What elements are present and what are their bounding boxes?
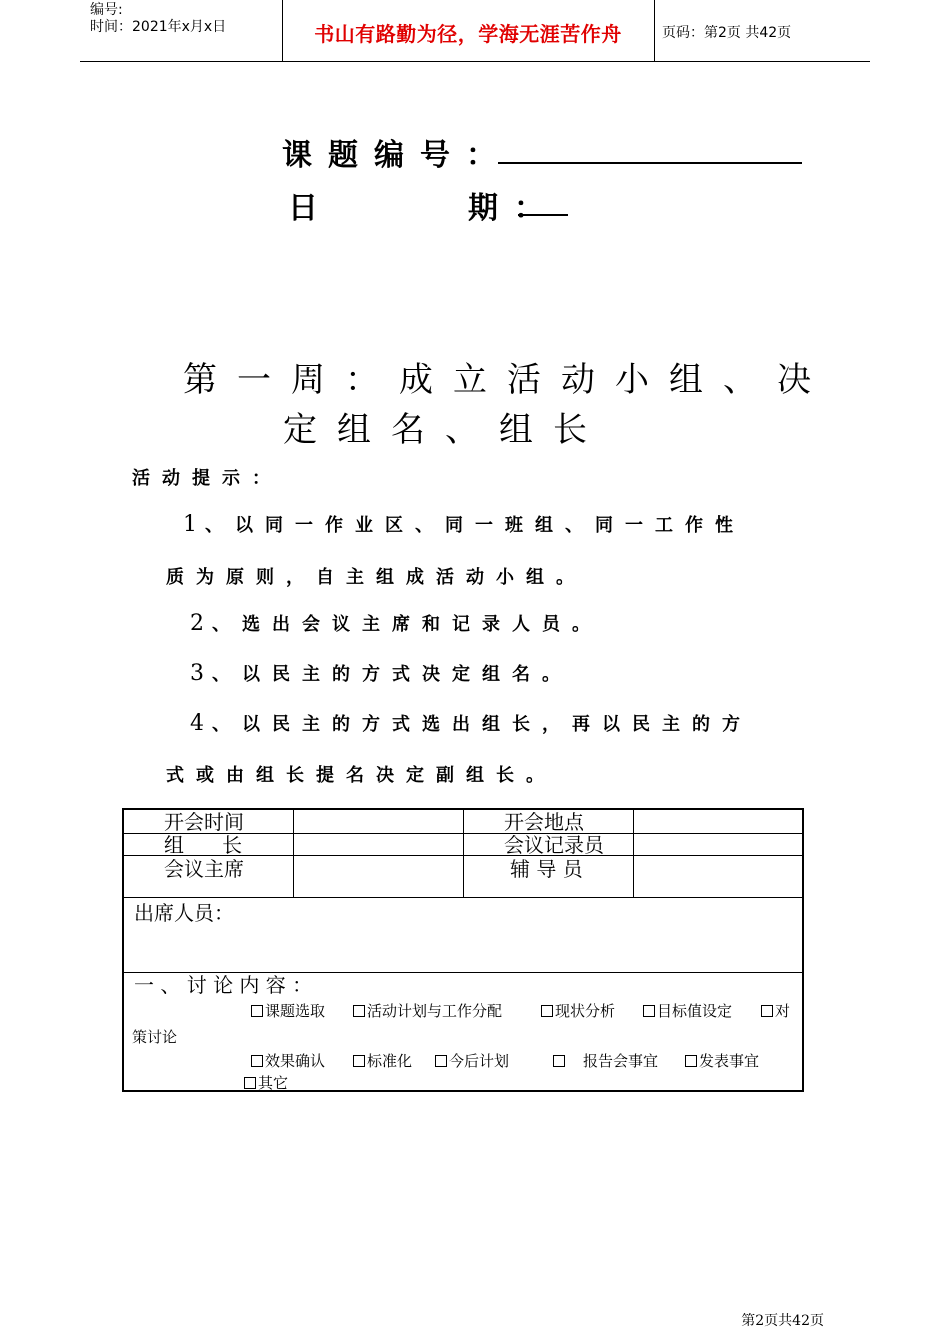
page-info: 页码：第2页 共42页 <box>662 25 792 41</box>
header-motto-cell <box>282 0 655 61</box>
option-publish[interactable]: 发表事宜 <box>685 1052 759 1070</box>
discussion-label: 一 、 讨 论 内 容 ： <box>134 973 313 997</box>
hint-1-number: 1 <box>183 512 205 537</box>
time-label: 时间：2021年x月x日 <box>90 19 227 35</box>
hint-4-number: 4 <box>190 711 212 736</box>
serial-label: 编号: <box>90 2 123 18</box>
other-underline <box>301 1090 509 1091</box>
option-report-meeting[interactable]: 报告会事宜 <box>553 1052 658 1070</box>
week-heading-line1: 第一周：成立活动小组、决 <box>183 360 831 400</box>
header-page-cell <box>654 0 870 61</box>
advisor-label: 辅 导 员 <box>510 857 583 881</box>
checkbox[interactable] <box>761 1005 773 1017</box>
checkbox[interactable] <box>553 1055 565 1067</box>
col-divider <box>633 810 634 897</box>
option-other[interactable]: 其它 <box>244 1074 288 1092</box>
date-underline <box>518 214 568 216</box>
option-activity-plan[interactable]: 活动计划与工作分配 <box>353 1002 502 1020</box>
hint-2-text: 、选出会议主席和记录人员。 <box>212 614 602 635</box>
option-topic-selection[interactable]: 课题选取 <box>251 1002 325 1020</box>
checkbox[interactable] <box>685 1055 697 1067</box>
option-standardize[interactable]: 标准化 <box>353 1052 412 1070</box>
page-header <box>80 0 870 62</box>
checkbox[interactable] <box>244 1077 256 1089</box>
meeting-form-table <box>122 808 804 1092</box>
checkbox[interactable] <box>435 1055 447 1067</box>
page-footer: 第2页共42页 <box>741 1313 824 1329</box>
hints-label: 活动提示： <box>132 468 282 489</box>
col-divider <box>463 810 464 897</box>
option-countermeasure-wrap: 策讨论 <box>132 1028 178 1046</box>
hint-2-number: 2 <box>190 611 212 636</box>
motto: 书山有路勤为径，学海无涯苦作舟 <box>314 22 622 46</box>
hint-3-line1 <box>190 660 572 686</box>
hint-4-line1 <box>190 710 752 736</box>
date-label-1: 日 <box>288 191 334 226</box>
recorder-label: 会议记录员 <box>504 833 604 857</box>
hint-1-line1 <box>183 511 745 537</box>
hint-1-text: 、以同一作业区、同一班组、同一工作性 <box>205 515 745 536</box>
group-leader-label: 组 长 <box>164 833 243 857</box>
option-future-plan[interactable]: 今后计划 <box>435 1052 509 1070</box>
hint-1-line2: 质为原则，自主组成活动小组。 <box>166 567 586 588</box>
date-label-2: 期： <box>468 191 560 226</box>
project-no-underline <box>498 162 802 164</box>
checkbox[interactable] <box>251 1055 263 1067</box>
attendees-label: 出席人员： <box>134 901 234 925</box>
checkbox[interactable] <box>251 1005 263 1017</box>
checkbox[interactable] <box>643 1005 655 1017</box>
option-countermeasure[interactable]: 对 <box>761 1002 790 1020</box>
checkbox[interactable] <box>541 1005 553 1017</box>
header-meta <box>80 0 283 61</box>
chair-label: 会议主席 <box>164 857 244 881</box>
hint-2-line1 <box>190 610 602 636</box>
option-status-analysis[interactable]: 现状分析 <box>541 1002 615 1020</box>
row-divider <box>124 897 802 898</box>
week-heading-line2: 定组名、组长 <box>283 410 607 450</box>
option-target-setting[interactable]: 目标值设定 <box>643 1002 732 1020</box>
checkbox[interactable] <box>353 1055 365 1067</box>
meeting-place-label: 开会地点 <box>504 810 584 834</box>
option-effect-confirm[interactable]: 效果确认 <box>251 1052 325 1070</box>
hint-3-number: 3 <box>190 661 212 686</box>
hint-4-text: 、以民主的方式选出组长，再以民主的方 <box>212 714 752 735</box>
meeting-time-label: 开会时间 <box>164 810 244 834</box>
col-divider <box>293 810 294 897</box>
hint-3-text: 、以民主的方式决定组名。 <box>212 664 572 685</box>
project-no-label: 课题编号： <box>282 138 512 173</box>
checkbox[interactable] <box>353 1005 365 1017</box>
hint-4-line2: 式或由组长提名决定副组长。 <box>166 765 556 786</box>
